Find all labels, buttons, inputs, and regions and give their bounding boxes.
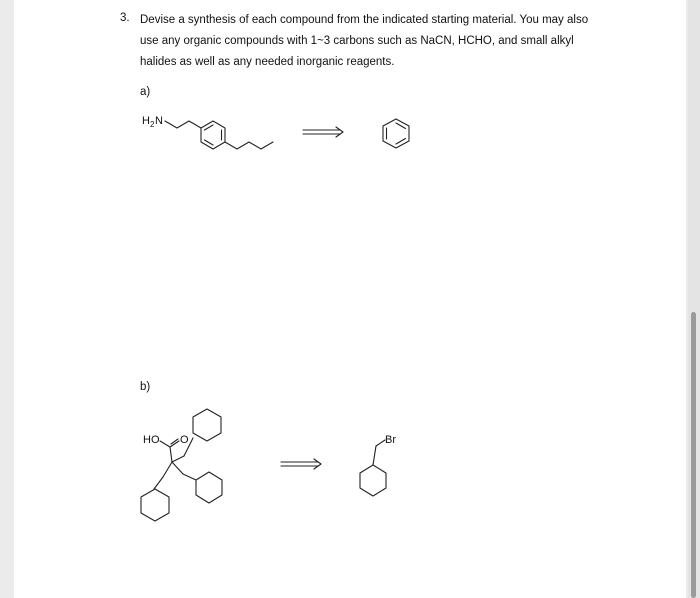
- question-number: 3.: [120, 12, 130, 24]
- c-oh-bond: [160, 441, 170, 447]
- c-o-double-bond: [171, 439, 178, 444]
- bromine-label: Br: [385, 434, 396, 446]
- part-b-target-molecule: [141, 409, 222, 521]
- part-a-retro-arrow: [303, 127, 343, 137]
- part-b-starting-material: [360, 434, 396, 496]
- retro-arrow-head: [314, 459, 321, 469]
- amine-h-label: H: [142, 115, 150, 127]
- aminoethyl-chain: [165, 121, 201, 128]
- retro-arrow-head: [336, 127, 343, 137]
- lower-cyclohexane-ring: [141, 489, 169, 521]
- methylene-bond: [172, 462, 183, 474]
- carboxyl-to-alpha-bond: [170, 447, 172, 462]
- c-br-bond: [376, 440, 385, 446]
- question-line-1: Devise a synthesis of each compound from the indicated starting material. You may also: [140, 14, 589, 26]
- propyl-chain: [225, 142, 273, 149]
- methylene-bond: [172, 456, 184, 462]
- methylene-to-ring-bond: [183, 474, 196, 480]
- upper-cyclohexane-ring: [193, 409, 221, 441]
- question-line-2: use any organic compounds with 1~3 carbons such as NaCN, HCHO, and small alkyl: [140, 35, 574, 47]
- part-a-starting-benzene: [383, 119, 409, 148]
- part-b-label: b): [140, 381, 151, 393]
- question-line-3: halides as well as any needed inorganic reagents.: [140, 56, 395, 68]
- cyclohexane-ring: [360, 465, 386, 496]
- right-cyclohexane-ring: [196, 472, 222, 503]
- amine-n-label: N: [155, 115, 163, 127]
- part-a-target-molecule: [142, 115, 273, 149]
- part-a-label: a): [140, 86, 151, 98]
- hydroxyl-label: HO: [143, 434, 160, 446]
- methylene-to-ring-bond: [373, 446, 376, 465]
- carbonyl-oxygen-label: O: [180, 434, 189, 446]
- methylene-bond: [163, 462, 172, 477]
- part-b-retro-arrow: [281, 459, 321, 469]
- methylene-to-ring-bond: [154, 477, 163, 489]
- amine-subscript: 2: [150, 120, 155, 129]
